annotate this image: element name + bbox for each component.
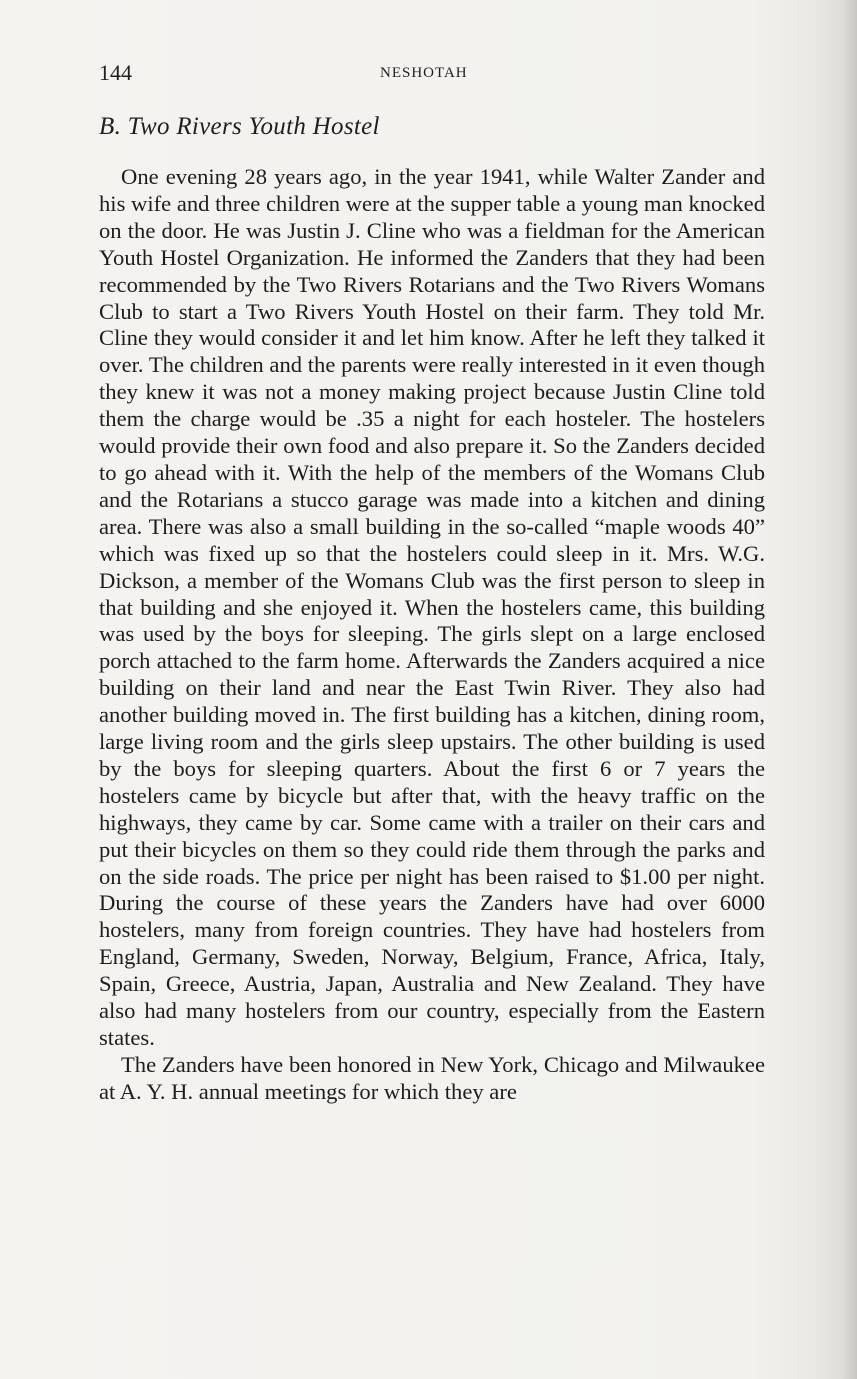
paragraph: The Zanders have been honored in New York, Chicago and Milwaukee at A. Y. H. annual meetings for which they are <box>99 1051 765 1104</box>
running-head: NESHOTAH <box>380 65 468 81</box>
page-edge-shadow <box>843 0 857 1379</box>
page-number: 144 <box>99 60 132 85</box>
paragraph: One evening 28 years ago, in the year 1941, while Walter Zander and his wife and three children were at the supper table a young man knocked on the door. He was Justin J. Cline who was a fieldman for the American Youth Hostel Organization. He informed the Zanders that they had been recommended by the Two Rivers Rotarians and the Two Rivers Womans Club to start a Two Rivers Youth Hostel on their farm. They told Mr. Cline they would consider it and let him know. After he left they talked it over. The children and the parents were really interested in it even though they knew it was not a money making project because Justin Cline told them the charge would be .35 a night for each hosteler. The hostelers would provide their own food and also prepare it. So the Zanders decided to go ahead with it. With the help of the members of the Womans Club and the Rotarians a stucco garage was made into a kitchen and dining area. There was also a small building in the so-called “maple woods 40” which was fixed up so that the hostelers could sleep in it. Mrs. W.G. Dickson, a member of the Womans Club was the first person to sleep in that building and she enjoyed it. When the hostelers came, this building was used by the boys for sleeping. The girls slept on a large enclosed porch attached to the farm home. Afterwards the Zanders acquired a nice building on their land and near the East Twin River. They also had another building moved in. The first building has a kitchen, dining room, large living room and the girls sleep upstairs. The other building is used by the boys for sleeping quarters. About the first 6 or 7 years the hostelers came by bicycle but after that, with the heavy traffic on the highways, they came by car. Some came with a trailer on their cars and put their bicycles on them so they could ride them through the parks and on the side roads. The price per night has been raised to $1.00 per night. During the course of these years the Zanders have had over 6000 hostelers, many from foreign countries. They have had hostelers from England, Germany, Sweden, Norway, Belgium, France, Africa, Italy, Spain, Greece, Austria, Japan, Australia and New Zealand. They have also had many hostelers from our country, especially from the Eastern states. <box>99 164 765 1050</box>
body-text <box>99 164 765 1106</box>
section-heading: B. Two Rivers Youth Hostel <box>99 113 380 140</box>
